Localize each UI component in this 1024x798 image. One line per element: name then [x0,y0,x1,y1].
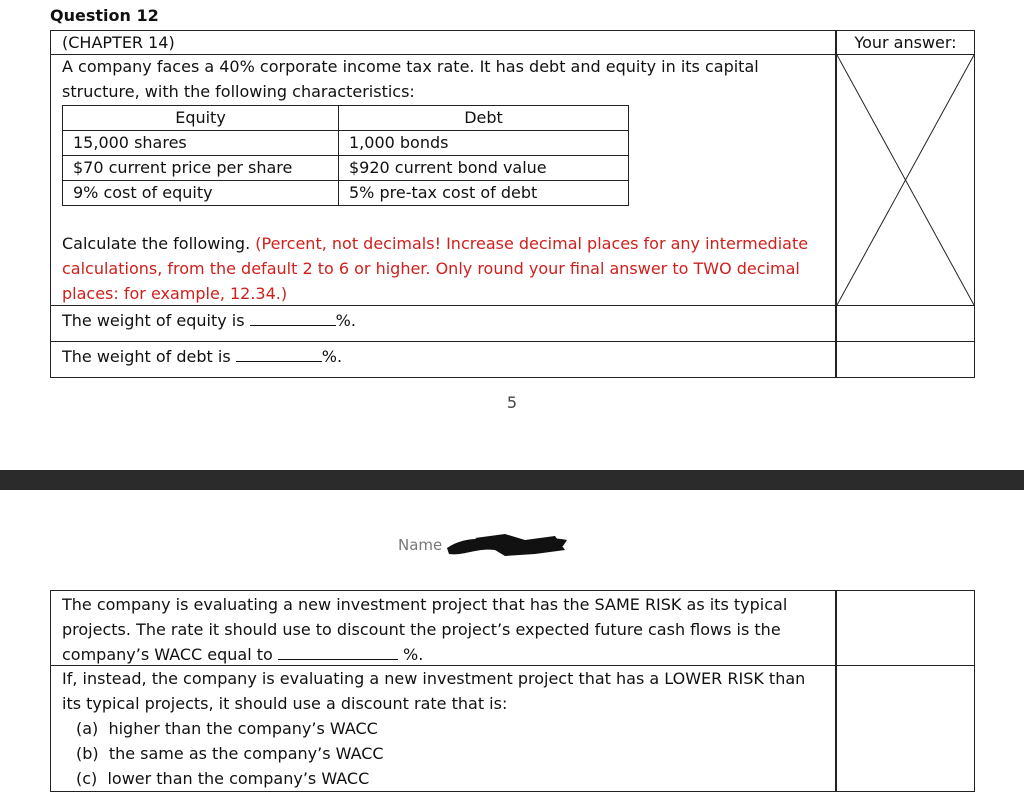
table-cell: 1,000 bonds [339,131,629,156]
divider-equity [50,341,836,342]
option-letter: (b) [76,744,99,763]
calc-instructions [62,231,832,306]
option-letter: (a) [76,719,99,738]
question-intro: A company faces a 40% corporate income tax rate. It has debt and equity in its capital structure, with the following characteristics: [62,57,759,101]
table-cell: 9% cost of equity [63,181,339,206]
table-header-debt: Debt [339,106,629,131]
weight-equity-blank[interactable] [250,311,336,326]
weight-equity-percent: %. [335,311,356,330]
weight-debt-label: The weight of debt is [62,347,231,366]
option-a[interactable] [62,716,822,741]
answer-box-lower-risk[interactable] [836,665,975,792]
table-row [63,181,629,206]
your-answer-header [836,30,975,55]
table-cell: 5% pre-tax cost of debt [339,181,629,206]
option-c[interactable] [62,766,822,791]
table-cell: $920 current bond value [339,156,629,181]
option-b[interactable] [62,741,822,766]
wacc-question [62,592,822,667]
wacc-percent: %. [403,645,424,664]
lower-risk-text: If, instead, the company is evaluating a new investment project that has a LOWER RISK than its typical projects, it should use a discount rate that is: [62,669,806,713]
weight-debt-line [62,344,342,369]
table-header-row [63,106,629,131]
wacc-blank[interactable] [278,645,398,660]
crossed-answer-box [836,54,975,306]
weight-equity-label: The weight of equity is [62,311,245,330]
table-row [63,131,629,156]
table-header-equity: Equity [63,106,339,131]
question-title: Question 12 [50,6,159,25]
calc-prefix: Calculate the following. [62,234,256,253]
table-cell: $70 current price per share [63,156,339,181]
table-cell: 15,000 shares [63,131,339,156]
name-label: Name [398,536,443,554]
option-text: higher than the company’s WACC [108,719,378,738]
option-text: lower than the company’s WACC [107,769,370,788]
your-answer-label: Your answer: [854,33,957,52]
page-separator [0,470,1024,490]
chapter-label: (CHAPTER 14) [62,33,175,52]
option-text: the same as the company’s WACC [108,744,384,763]
page-number: 5 [506,393,518,412]
calc-warning: (Percent, not decimals! Increase decimal places for any intermediate calculations, from the default 2 to 6 or higher. Only round your final answer to TWO decimal places: for example, 12.34.) [62,234,809,303]
weight-debt-blank[interactable] [236,347,322,362]
answer-box-debt[interactable] [836,341,975,378]
answer-box-wacc[interactable] [836,590,975,666]
redacted-name-scribble [445,532,570,558]
wacc-text: The company is evaluating a new investment project that has the SAME RISK as its typical projects. The rate it should use to discount the project’s expected future cash flows is the company’s WACC equal to [62,595,788,664]
answer-box-equity[interactable] [836,305,975,342]
option-letter: (c) [76,769,98,788]
table-row [63,156,629,181]
weight-debt-percent: %. [321,347,343,366]
weight-equity-line [62,308,356,333]
lower-risk-question [62,666,822,791]
characteristics-table [62,105,629,206]
cross-out-icon [837,55,974,305]
